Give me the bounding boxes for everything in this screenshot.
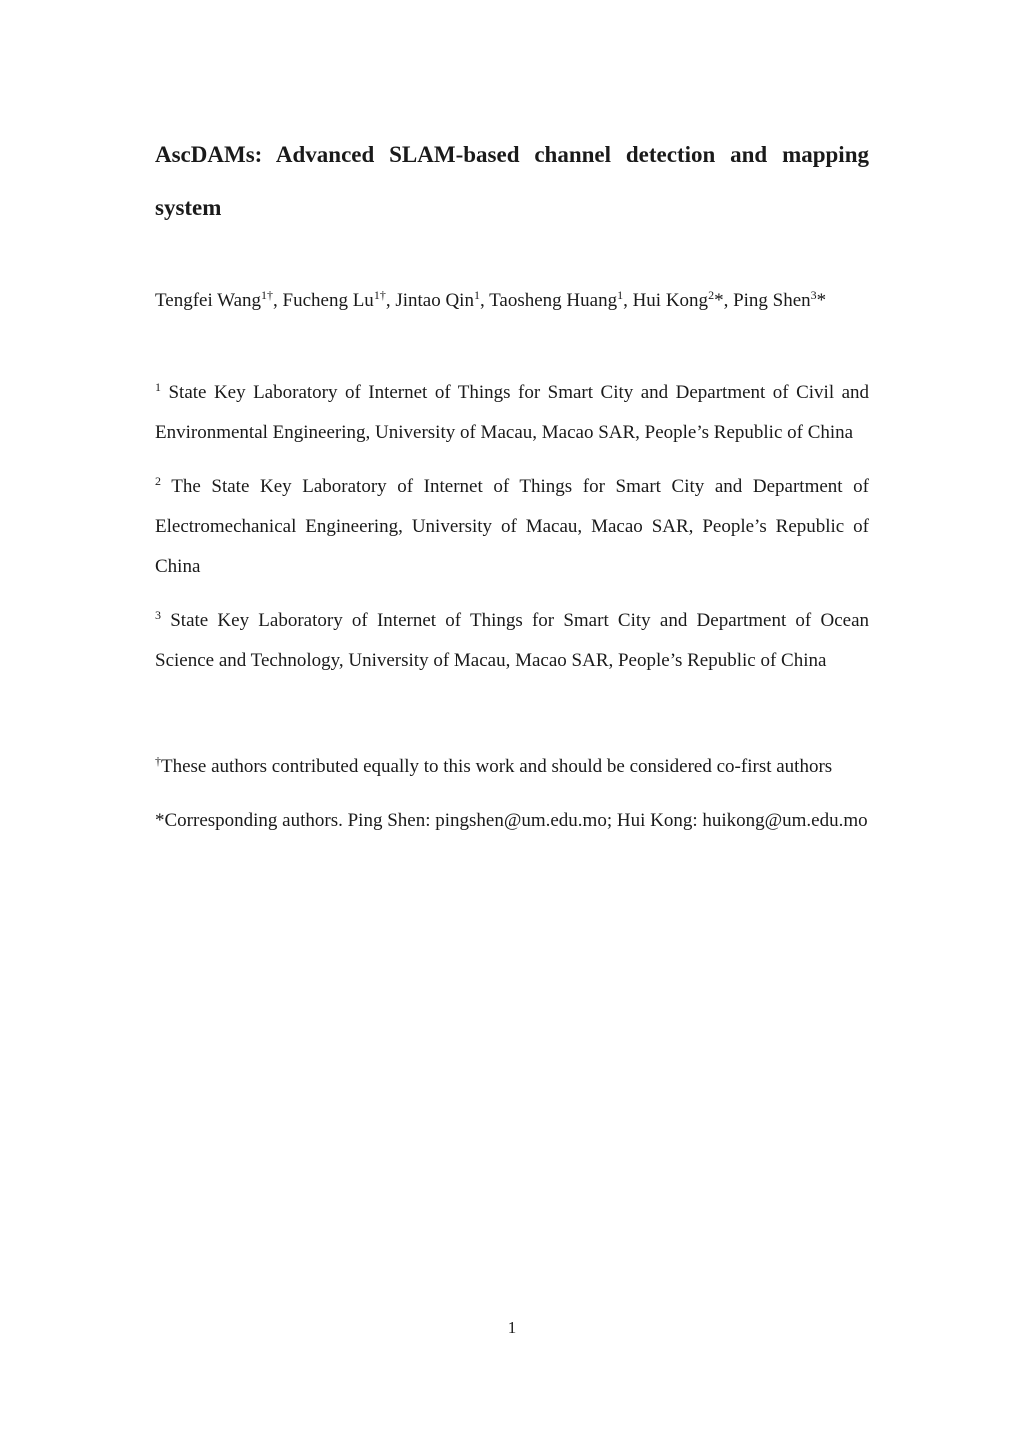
- affiliation-text: State Key Laboratory of Internet of Things for Smart City and Department of Ocean Science and Technology, University of Macau, Macao SAR, People’s Republic of China: [155, 610, 870, 671]
- author-list: [155, 281, 869, 321]
- author-affiliation-mark: 3: [810, 288, 817, 302]
- affiliation-2: [155, 467, 869, 587]
- corresponding-mark: *: [714, 290, 724, 311]
- author: Fucheng $Lu^{1\dagger}$,: [282, 288, 396, 311]
- author-affiliation-mark: 1: [473, 288, 480, 302]
- paper-title: AscDAMs: Advanced SLAM-based channel detection and mapping system: [155, 142, 869, 220]
- affiliation-3: [155, 601, 869, 681]
- author-notes: [155, 747, 869, 841]
- page-number: 1: [507, 1318, 517, 1337]
- author: Tengfei Wang$^{1\dagger}$,: [155, 288, 283, 311]
- author-affiliation-mark: 1: [617, 288, 624, 302]
- equal-contribution-mark: †: [155, 754, 161, 768]
- author-affiliation-mark: 1†: [261, 288, 274, 302]
- corresponding-mark: *: [816, 290, 827, 311]
- affiliation-text: The State Key Laboratory of Internet of Things for Smart City and Department of Electromechanical Engineering, University of Macau, Macao SAR, People’s Republic of China: [155, 476, 869, 577]
- author: Ping Shen$^3$*: [733, 288, 827, 311]
- author-affiliation-mark: 1†: [373, 288, 386, 302]
- title-page-content: [155, 128, 869, 841]
- affiliation-1: [155, 373, 869, 453]
- author-affiliation-mark: 2: [708, 288, 715, 302]
- author: Jintao Qin$^1$,: [395, 288, 490, 311]
- affiliation-number: 3: [155, 608, 161, 622]
- author: Hui Kong$^2$*,: [632, 288, 734, 311]
- corresponding-authors-note: *Corresponding authors. Ping Shen: pingshen@um.edu.mo; Hui Kong: huikong@um.edu.mo: [155, 810, 868, 831]
- affiliation-number: 1: [155, 380, 161, 394]
- affiliation-text: State Key Laboratory of Internet of Things for Smart City and Department of Civil and Environmental Engineering, University of Macau, Macao SAR, People’s Republic of China: [155, 382, 870, 443]
- equal-contribution-note: †These authors contributed equally to this work and should be considered co-first authors: [155, 754, 833, 777]
- affiliation-number: 2: [155, 474, 161, 488]
- author: Taosheng Huang$^1$,: [489, 288, 633, 311]
